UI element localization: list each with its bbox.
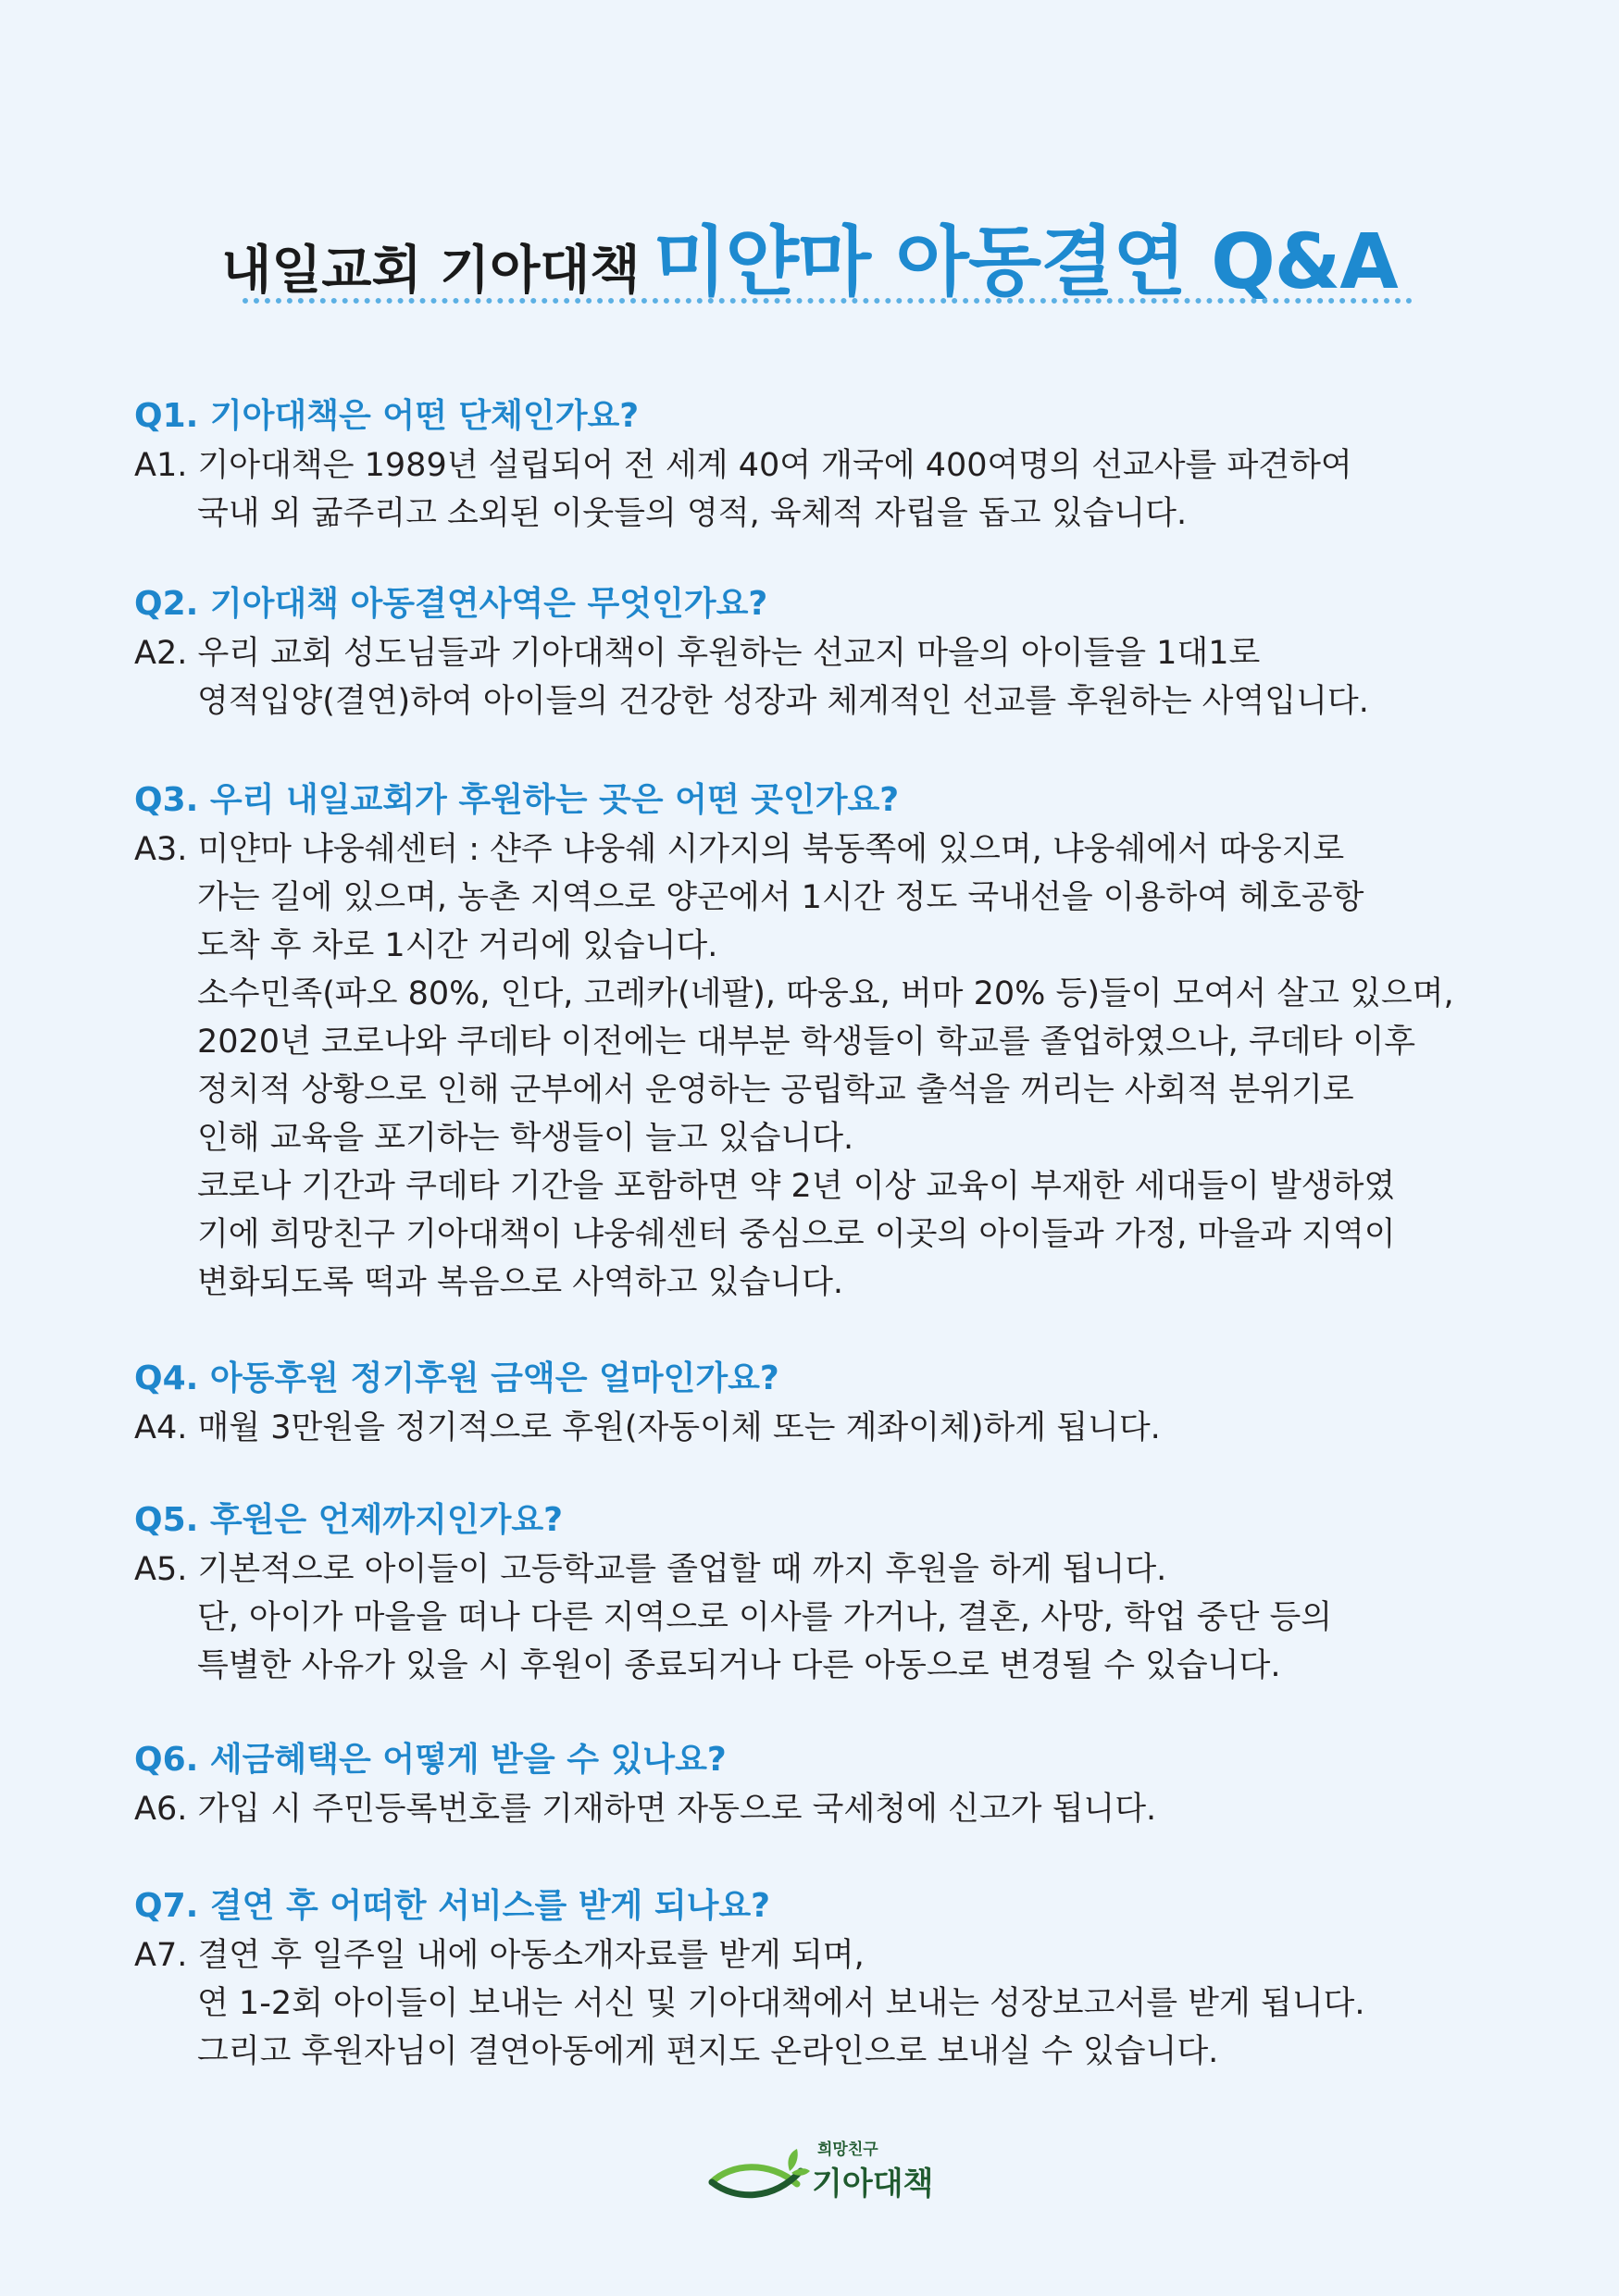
answer-7-line-2: 연 1-2회 아이들이 보내는 서신 및 기아대책에서 보내는 성장보고서를 받게 됩니다. — [197, 1985, 1365, 2022]
question-3: Q3. 우리 내일교회가 후원하는 곳은 어떤 곳인가요? — [134, 781, 900, 819]
question-2: Q2. 기아대책 아동결연사역은 무엇인가요? — [134, 585, 768, 623]
answer-1-line-2: 국내 외 굶주리고 소외된 이웃들의 영적, 육체적 자립을 돕고 있습니다. — [197, 495, 1188, 532]
answer-7 — [134, 1931, 1523, 2076]
qa-item-3 — [134, 777, 1523, 1307]
answer-2 — [134, 629, 1523, 726]
page-title — [0, 202, 1619, 310]
qa-item-6 — [134, 1737, 1523, 1833]
answer-3-line-5: 2020년 코로나와 쿠데타 이전에는 대부분 학생들이 학교를 졸업하였으나, 쿠데타 이후 — [197, 1024, 1416, 1061]
answer-5-line-2: 단, 아이가 마을을 떠나 다른 지역으로 이사를 가거나, 결혼, 사망, 학업 중단 등의 — [197, 1599, 1333, 1636]
answer-3-line-1: A3. 미얀마 냐웅쉐센터 : 샨주 냐웅쉐 시가지의 북동쪽에 있으며, 냐웅쉐에서 따웅지로 — [134, 831, 1345, 868]
page-title-highlight: 미얀마 아동결연 Q&A — [653, 218, 1398, 306]
question-4: Q4. 아동후원 정기후원 금액은 얼마인가요? — [134, 1359, 779, 1397]
answer-4 — [134, 1404, 1523, 1452]
logo-name: 기아대책 — [812, 2166, 934, 2203]
answer-7-line-1: A7. 결연 후 일주일 내에 아동소개자료를 받게 되며, — [134, 1937, 865, 1974]
answer-1 — [134, 441, 1523, 538]
answer-3 — [134, 825, 1523, 1307]
answer-3-line-2: 가는 길에 있으며, 농촌 지역으로 양곤에서 1시간 정도 국내선을 이용하여 헤호공항 — [197, 879, 1364, 916]
question-5: Q5. 후원은 언제까지인가요? — [134, 1501, 564, 1539]
answer-3-line-8: 코로나 기간과 쿠데타 기간을 포함하면 약 2년 이상 교육이 부재한 세대들이 발생하였 — [197, 1168, 1396, 1205]
qa-item-5 — [134, 1497, 1523, 1690]
answer-7-line-3: 그리고 후원자님이 결연아동에게 편지도 온라인으로 보내실 수 있습니다. — [197, 2033, 1219, 2070]
answer-3-line-9: 기에 희망친구 기아대책이 냐웅쉐센터 중심으로 이곳의 아이들과 가정, 마을과 지역이 — [197, 1216, 1396, 1253]
logo-tagline: 희망친구 — [817, 2141, 878, 2159]
qa-item-4 — [134, 1356, 1523, 1452]
title-dotted-divider — [243, 298, 1413, 304]
answer-4-line-1: A4. 매월 3만원을 정기적으로 후원(자동이체 또는 계좌이체)하게 됩니다. — [134, 1409, 1161, 1446]
question-7: Q7. 결연 후 어떠한 서비스를 받게 되나요? — [134, 1887, 771, 1925]
qa-item-2 — [134, 581, 1523, 726]
answer-3-line-3: 도착 후 차로 1시간 거리에 있습니다. — [197, 927, 718, 964]
qa-item-7 — [134, 1883, 1523, 2076]
answer-3-line-7: 인해 교육을 포기하는 학생들이 늘고 있습니다. — [197, 1120, 854, 1157]
page-title-church: 내일교회 기아대책 — [221, 241, 641, 301]
question-6: Q6. 세금혜택은 어떻게 받을 수 있나요? — [134, 1741, 727, 1779]
answer-5-line-1: A5. 기본적으로 아이들이 고등학교를 졸업할 때 까지 후원을 하게 됩니다. — [134, 1551, 1167, 1588]
question-1: Q1. 기아대책은 어떤 단체인가요? — [134, 397, 640, 435]
answer-5-line-3: 특별한 사유가 있을 시 후원이 종료되거나 다른 아동으로 변경될 수 있습니다. — [197, 1647, 1281, 1684]
answer-2-line-1: A2. 우리 교회 성도님들과 기아대책이 후원하는 선교지 마을의 아이들을 1대1로 — [134, 635, 1261, 672]
qa-item-1 — [134, 393, 1523, 538]
answer-3-line-10: 변화되도록 떡과 복음으로 사역하고 있습니다. — [197, 1264, 844, 1301]
answer-3-line-4: 소수민족(파오 80%, 인다, 고레카(네팔), 따웅요, 버마 20% 등)들이 모여서 살고 있으며, — [197, 975, 1454, 1012]
answer-5 — [134, 1545, 1523, 1690]
answer-6 — [134, 1785, 1523, 1833]
answer-6-line-1: A6. 가입 시 주민등록번호를 기재하면 자동으로 국세청에 신고가 됩니다. — [134, 1791, 1157, 1828]
fish-leaf-icon — [708, 2147, 812, 2204]
kfhi-logo — [708, 2127, 949, 2210]
answer-1-line-1: A1. 기아대책은 1989년 설립되어 전 세계 40여 개국에 400여명의 선교사를 파견하여 — [134, 447, 1352, 484]
answer-3-line-6: 정치적 상황으로 인해 군부에서 운영하는 공립학교 출석을 꺼리는 사회적 분위기로 — [197, 1072, 1354, 1109]
answer-2-line-2: 영적입양(결연)하여 아이들의 건강한 성장과 체계적인 선교를 후원하는 사역입니다. — [197, 683, 1369, 720]
